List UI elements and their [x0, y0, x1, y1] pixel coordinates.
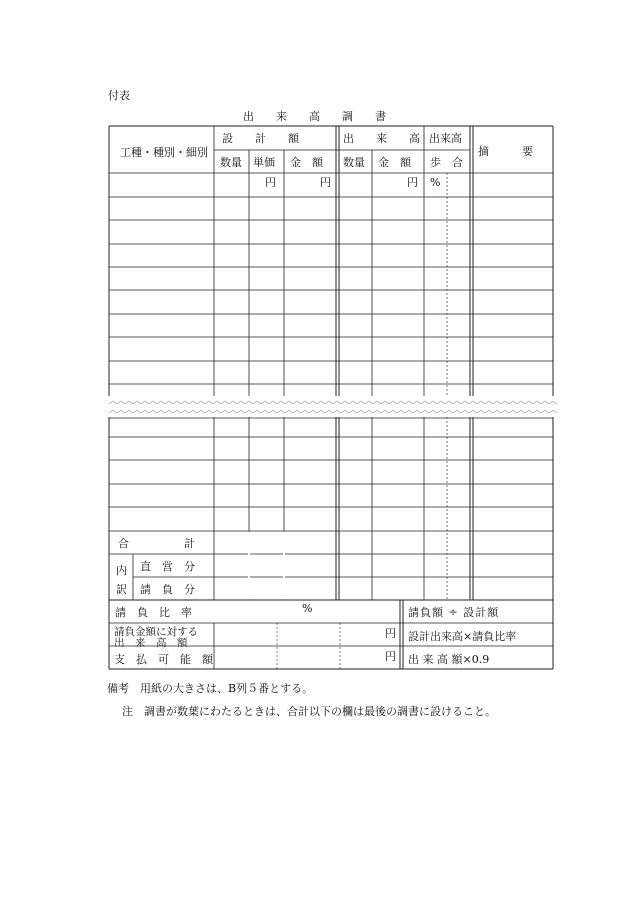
ratio-formula: 請負額 ÷ 設計額 — [408, 606, 500, 619]
progress-for-contract-bottom: 出 来 高 額 — [114, 637, 188, 649]
break-zigzag — [109, 410, 557, 413]
header-rate-bottom: 歩 合 — [430, 156, 463, 169]
appendix-label: 付表 — [108, 89, 130, 102]
progress-amount-yen: 円 — [407, 176, 418, 189]
total-label: 合 計 — [118, 537, 195, 550]
note-2: 注 調書が数葉にわたるときは、合計以下の欄は最後の調書に設けること。 — [122, 705, 496, 718]
rate-percent: % — [430, 176, 441, 189]
direct-label: 直 営 分 — [140, 560, 195, 573]
yen-1: 円 — [385, 627, 396, 640]
breakdown-label: 内訳 — [116, 564, 127, 596]
header-progress-amount: 金 額 — [378, 156, 411, 169]
header-design-qty: 数量 — [220, 156, 242, 169]
contract-ratio-percent: % — [302, 602, 313, 615]
header-work-type: 工種・種別・細別 — [120, 146, 208, 159]
header-design-unit-price: 単価 — [253, 156, 275, 169]
header-design-amount: 金 額 — [290, 156, 323, 169]
contract-ratio-label: 請 負 比 率 — [115, 606, 192, 619]
header-rate-top: 出来高 — [429, 132, 462, 145]
payable-label: 支 払 可 能 額 — [114, 653, 213, 666]
contract-label: 請 負 分 — [140, 583, 195, 596]
unit-price-yen: 円 — [265, 176, 276, 189]
header-design-group: 設 計 額 — [222, 132, 299, 145]
yen-2: 円 — [385, 650, 396, 663]
payable-formula: 出 来 高 額×0.9 — [408, 653, 490, 666]
progress-formula: 設計出来高×請負比率 — [408, 630, 517, 643]
page-title: 出 来 高 調 書 — [243, 110, 386, 123]
note-1: 備考 用紙の大きさは、B列５番とする。 — [107, 682, 314, 695]
progress-for-contract-top: 請負金額に対する — [114, 626, 198, 638]
header-remarks: 摘 要 — [478, 145, 533, 158]
header-progress-qty: 数量 — [343, 156, 365, 169]
break-zigzag — [109, 401, 557, 404]
cover — [283, 532, 285, 600]
header-progress-group: 出 来 高 — [343, 132, 420, 145]
cover — [248, 532, 250, 600]
design-amount-yen: 円 — [320, 176, 331, 189]
